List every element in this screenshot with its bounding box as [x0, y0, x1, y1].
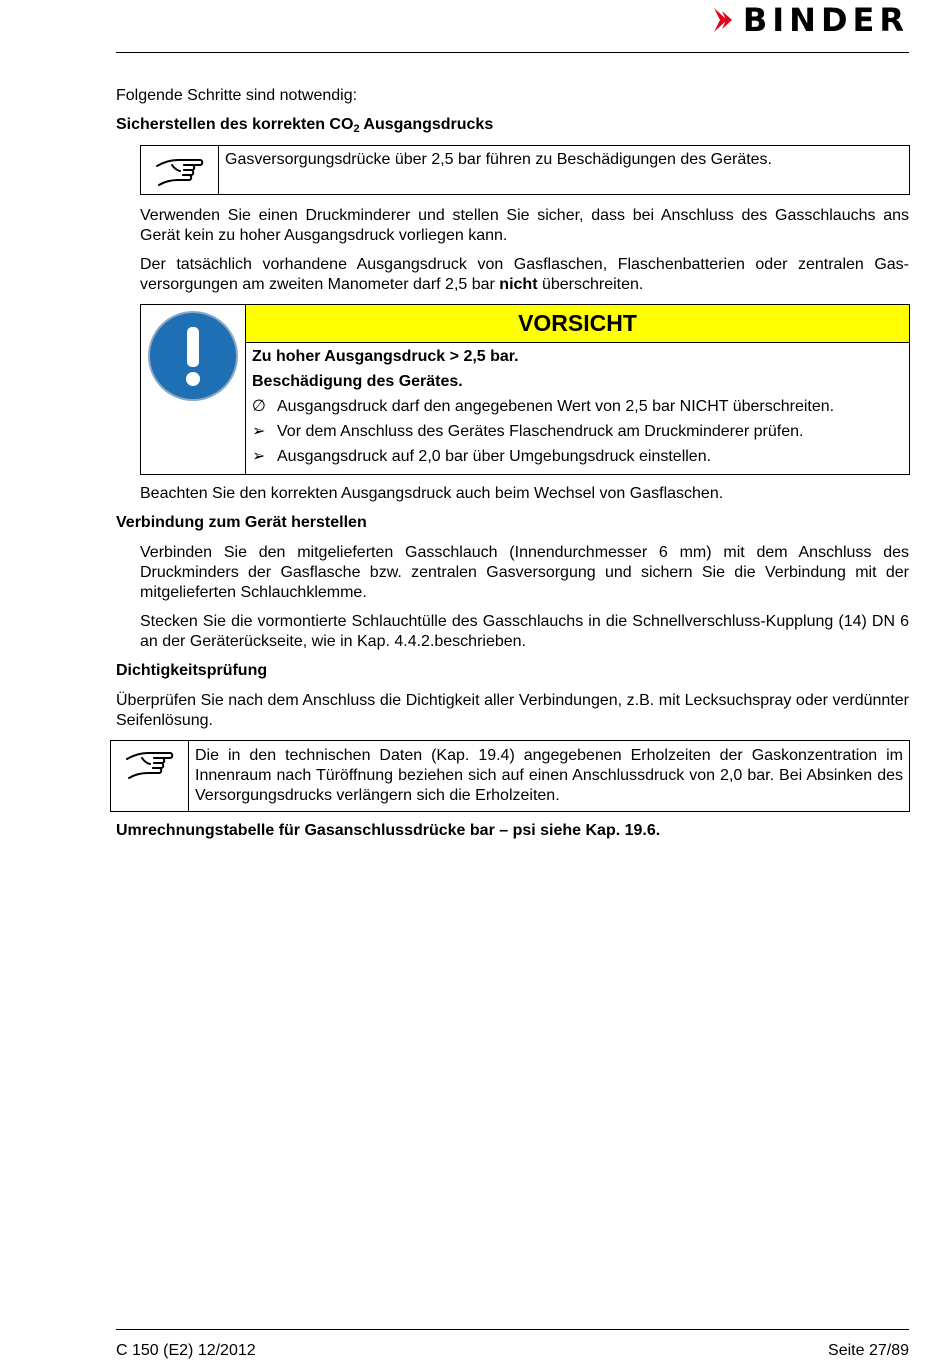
warning-title: VORSICHT	[246, 305, 909, 343]
warning-prohibition: ∅ Ausgangsdruck darf den angegebenen Wert von 2,5 bar NICHT überschreiten.	[252, 398, 835, 415]
warning-line-pressure: Zu hoher Ausgangsdruck > 2,5 bar.	[252, 348, 519, 365]
warning-box	[140, 304, 910, 475]
warning-step: ➢ Vor dem Anschluss des Gerätes Flaschendruck am Druckminderer prüfen.	[252, 423, 804, 440]
prohibition-icon: ∅	[252, 398, 266, 415]
footer-page-number: Seite 27/89	[828, 1342, 909, 1359]
note-box-recovery	[110, 740, 910, 812]
pointing-hand-icon	[124, 745, 176, 785]
arrow-bullet-icon: ➢	[252, 448, 266, 465]
paragraph-quick-coupling: Stecken Sie die vormontierte Schlauchtülle des Gasschlauchs in die Schnellverschluss-Kupplung (14) DN 6 an der Geräterückseite, wie in Kap. 4.4.2.beschrieben.	[140, 613, 909, 650]
mandatory-exclamation-icon	[146, 309, 240, 403]
arrow-bullet-icon: ➢	[252, 423, 266, 440]
section-heading-co2: Sicherstellen des korrekten $CO_2$ Ausgangsdrucks	[116, 116, 494, 135]
section-heading-leak-test: Dichtigkeitsprüfung	[116, 662, 268, 679]
intro-text: Folgende Schritte sind notwendig:	[116, 87, 358, 104]
conversion-table-reference: Umrechnungstabelle für Gasanschlussdrücke bar – psi siehe Kap. 19.6.	[116, 822, 661, 839]
footer-document-id: C 150 (E2) 12/2012	[116, 1342, 256, 1359]
section-heading-connection: Verbindung zum Gerät herstellen	[116, 514, 367, 531]
warning-line-damage: Beschädigung des Gerätes.	[252, 373, 463, 390]
header-rule	[116, 52, 909, 53]
note-box-pressure	[140, 145, 910, 195]
paragraph-output-pressure: Der tatsächlich vorhandene Ausgangsdruck von Gasflaschen, Flaschenbatterien oder zentralen Gasversorgungen am zweiten Manometer darf 2,5 bar nicht überschreiten.	[140, 256, 909, 293]
note-text-recovery: Die in den technischen Daten (Kap. 19.4) angegebenen Erholzeiten der Gaskonzentration im Innenraum nach Türöffnung beziehen sich auf einen Anschlussdruck von 2,0 bar. Bei Absinken des Versorgungsdrucks verlängern sich die Erholzeiten.	[195, 747, 903, 804]
paragraph-leak-test: Überprüfen Sie nach dem Anschluss die Dichtigkeit aller Verbindungen, z.B. mit Lecksuchspray oder verdünnter Seifenlösung.	[116, 692, 909, 729]
binder-logo-icon	[711, 6, 737, 34]
brand-name: BINDER	[742, 1, 909, 39]
paragraph-bottle-change: Beachten Sie den korrekten Ausgangsdruck auch beim Wechsel von Gasflaschen.	[140, 485, 724, 502]
paragraph-connect-hose: Verbinden Sie den mitgelieferten Gasschlauch (Innendurchmesser 6 mm) mit dem Anschluss des Druckminders der Gasflasche bzw. zentralen Gasversorgung und sichern Sie die Verbindung mit der mitgelieferten Schlauchklemme.	[140, 544, 909, 601]
warning-step: ➢ Ausgangsdruck auf 2,0 bar über Umgebungsdruck einstellen.	[252, 448, 712, 465]
brand-logo	[711, 1, 909, 39]
pointing-hand-icon	[154, 152, 206, 192]
paragraph-pressure-reducer: Verwenden Sie einen Druckminderer und stellen Sie sicher, dass bei Anschluss des Gasschlauchs ans Gerät kein zu hoher Ausgangsdruck vorliegen kann.	[140, 207, 909, 244]
footer-rule	[116, 1329, 909, 1330]
note-text-pressure: Gasversorgungsdrücke über 2,5 bar führen zu Beschädigungen des Gerätes.	[225, 151, 772, 168]
